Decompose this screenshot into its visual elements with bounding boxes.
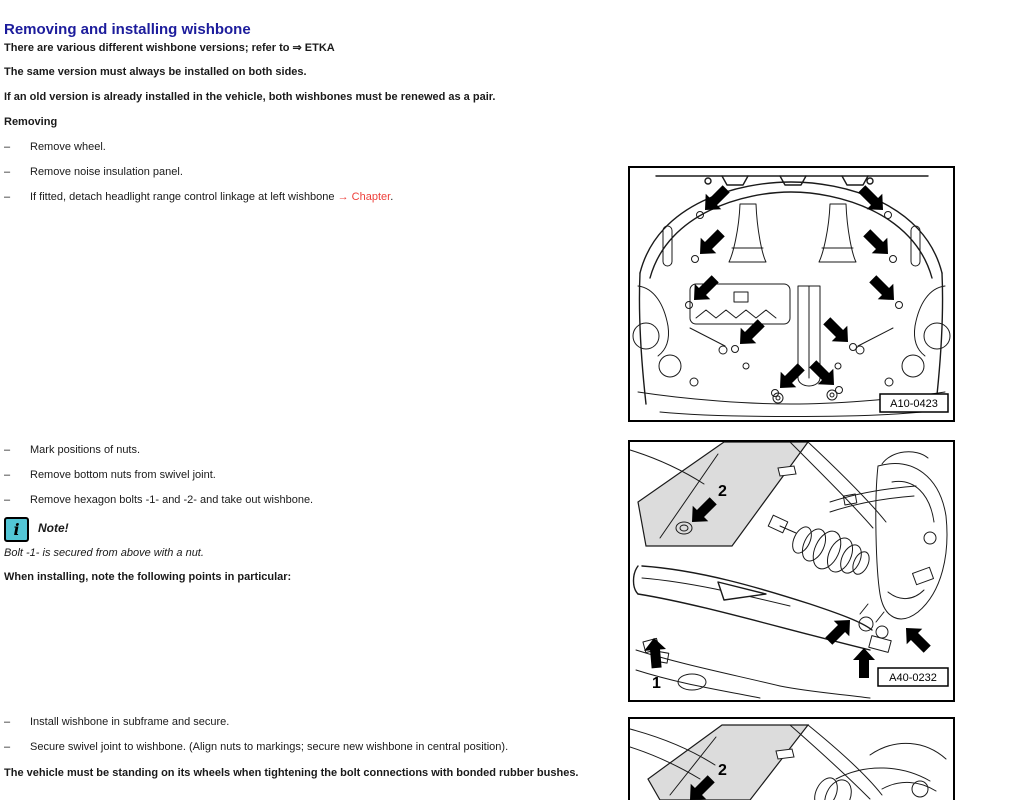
step-text: Remove noise insulation panel. xyxy=(30,166,183,178)
intro-line-old-version: If an old version is already installed in the vehicle, both wishbones must be renewed as a pair. xyxy=(4,91,496,103)
figure-label-box xyxy=(880,394,948,412)
list-dash: – xyxy=(4,166,11,178)
step-text: Remove hexagon bolts -1- and -2- and take out wishbone. xyxy=(30,494,314,506)
chapter-link[interactable]: → Chapter xyxy=(337,191,391,203)
step-text: Secure swivel joint to wishbone. (Align nuts to markings; secure new wishbone in central position). xyxy=(30,741,509,753)
brake-hub xyxy=(830,452,947,619)
figure-wishbone-swivel-joint xyxy=(628,440,955,702)
step-text: If fitted, detach headlight range control linkage at left wishbone xyxy=(30,191,338,203)
step-text: Remove wheel. xyxy=(30,141,106,153)
list-dash: – xyxy=(4,141,11,153)
figure-label: A40-0232 xyxy=(889,672,937,684)
intro-line-versions: There are various different wishbone versions; refer to ⇒ ETKA xyxy=(4,42,335,54)
list-dash: – xyxy=(4,191,11,203)
step-detach-headlight-linkage xyxy=(4,191,393,203)
installing-heading: When installing, note the following points in particular: xyxy=(4,571,292,583)
step-text: Remove bottom nuts from swivel joint. xyxy=(30,469,216,481)
callout-1: 1 xyxy=(652,675,661,692)
figure-label-box xyxy=(878,668,948,686)
callout-2: 2 xyxy=(718,762,727,779)
figure-label: A10-0423 xyxy=(890,398,938,410)
step-text: Install wishbone in subframe and secure. xyxy=(30,716,230,728)
note-info-icon: i xyxy=(4,517,29,542)
step-remove-bottom-nuts xyxy=(4,469,216,481)
list-dash: – xyxy=(4,494,11,506)
page-title: Removing and installing wishbone xyxy=(4,21,251,39)
panel-outline xyxy=(639,176,942,404)
brake-hub xyxy=(810,743,946,800)
floor-pan xyxy=(636,522,870,698)
section-heading-removing: Removing xyxy=(4,116,58,128)
step-text-after: . xyxy=(390,191,394,203)
step-secure-swivel-joint xyxy=(4,741,508,753)
step-text: Mark positions of nuts. xyxy=(30,444,141,456)
list-dash: – xyxy=(4,741,11,753)
step-remove-noise-panel xyxy=(4,166,183,178)
screw-position-arrows xyxy=(686,181,902,396)
note-text: Bolt -1- is secured from above with a nut. xyxy=(4,547,204,559)
list-dash: – xyxy=(4,444,11,456)
list-dash: – xyxy=(4,469,11,481)
warning-text: The vehicle must be standing on its wheels when tightening the bolt connections with bonded rubber bushes. xyxy=(4,767,579,779)
note-label: Note! xyxy=(38,521,69,535)
list-dash: – xyxy=(4,716,11,728)
figure-underbody-panel xyxy=(628,166,955,422)
step-install-wishbone xyxy=(4,716,229,728)
figure-wishbone-art xyxy=(630,442,953,700)
figure-wishbone-partial-art xyxy=(630,719,953,800)
step-mark-nuts xyxy=(4,444,140,456)
callout-2: 2 xyxy=(718,483,727,500)
figure-wishbone-partial xyxy=(628,717,955,800)
step-remove-wheel xyxy=(4,141,106,153)
cv-boot xyxy=(768,515,872,577)
subframe-beam xyxy=(648,725,808,800)
intro-line-same-version: The same version must always be installed on both sides. xyxy=(4,66,307,78)
figure-underbody-art xyxy=(630,168,953,420)
step-remove-hexagon-bolts xyxy=(4,494,313,506)
